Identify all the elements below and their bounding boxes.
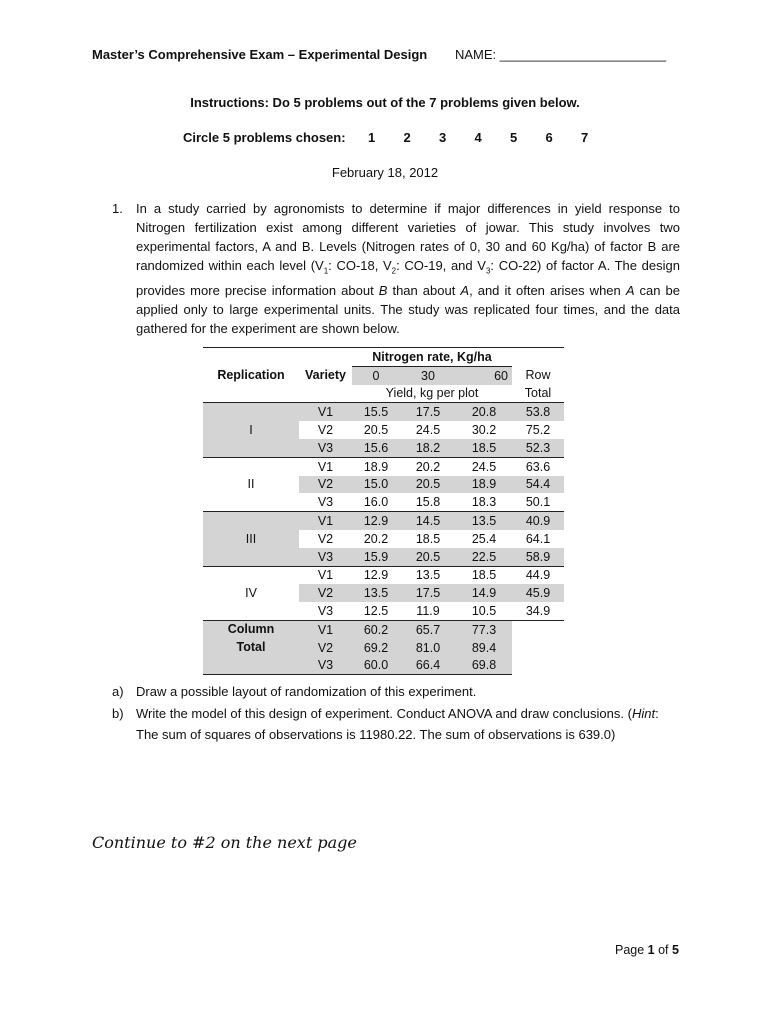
variety-cell: V3 <box>299 493 352 511</box>
variety-header: Variety <box>304 368 346 383</box>
table-cell: 18.2 <box>400 439 456 457</box>
table-cell: 18.3 <box>456 493 512 511</box>
column-total-label <box>203 620 299 674</box>
row-total-cell: 75.2 <box>525 423 551 438</box>
subpart-a: a) Draw a possible layout of randomization of this experiment. <box>112 684 477 699</box>
row-total-cell: 40.9 <box>512 512 564 530</box>
problem-number: 3 <box>439 130 447 145</box>
empty-cell <box>512 639 564 657</box>
table-cell: 12.5 <box>352 602 400 620</box>
column-total-label-line: Total <box>236 639 266 654</box>
rate-header: 30 <box>400 366 456 384</box>
table-cell: 89.4 <box>456 639 512 657</box>
table-cell: 65.7 <box>400 620 456 638</box>
table-cell: 12.9 <box>363 568 389 583</box>
table-cell <box>512 348 564 367</box>
table-cell: 15.9 <box>352 548 400 566</box>
problem-1 <box>112 199 680 338</box>
table-cell: 10.5 <box>456 602 512 620</box>
row-total-cell: 44.9 <box>525 568 551 583</box>
table-cell <box>299 348 352 367</box>
exam-title: Master’s Comprehensive Exam – Experimental Design <box>92 47 428 62</box>
table-cell <box>299 385 352 403</box>
table-cell: 13.5 <box>415 568 441 583</box>
page-number: Page 1 of 5 <box>615 943 679 957</box>
table-cell: 60.0 <box>352 657 400 675</box>
problem-number: 6 <box>545 130 553 145</box>
table-cell: 17.5 <box>400 584 456 602</box>
table-cell: 20.2 <box>415 459 441 474</box>
table-cell: 12.9 <box>352 512 400 530</box>
row-total-cell: 54.4 <box>512 476 564 494</box>
problem-number: 4 <box>474 130 482 145</box>
nitrogen-rate-header: Nitrogen rate, Kg/ha <box>352 348 512 367</box>
replication-label: II <box>203 457 299 511</box>
row-total-header: Row <box>525 368 551 383</box>
table-row <box>203 457 564 475</box>
circle-problems-row <box>183 130 617 145</box>
table-cell: 15.6 <box>352 439 400 457</box>
problem-number: 2 <box>403 130 411 145</box>
table-cell: 69.2 <box>352 639 400 657</box>
empty-cell <box>512 657 564 675</box>
problem-text: In a study carried by agronomists to determine if major differences in yield response to Nitrogen fertilization exist among different varieties of jowar. This study involves two experimental factors, A and B. Levels (Nitrogen rates of 0, 30 and 60 Kg/ha) of factor B are randomized within each level ($V_1$: CO-18, $V_2$: CO-19, and $V_3$: CO-22) of factor A. The design provides more precise information about B than about A, and it often arises when A can be applied only to large experimental units. The study was replicated four times, and the data gathered for the experiment are shown below. <box>136 201 680 336</box>
table-cell: 25.4 <box>471 531 497 546</box>
table-cell <box>203 348 299 367</box>
problem-number: 7 <box>581 130 589 145</box>
row-total-cell: 45.9 <box>512 584 564 602</box>
table-cell <box>203 385 299 403</box>
table-row <box>203 403 564 421</box>
table-cell: 66.4 <box>400 657 456 675</box>
table-cell: 20.2 <box>363 531 389 546</box>
table-cell: 14.5 <box>400 512 456 530</box>
table-header-row <box>203 366 564 384</box>
row-total-cell: 53.8 <box>512 403 564 421</box>
empty-cell <box>512 620 564 638</box>
table-cell: 24.5 <box>415 423 441 438</box>
column-total-label-line: Column <box>227 621 275 636</box>
row-total-header: Total <box>512 385 564 403</box>
table-header-row <box>203 348 564 367</box>
name-field-label: NAME: _______________________ <box>455 47 667 62</box>
table-cell: 16.0 <box>352 493 400 511</box>
variety-cell: V3 <box>299 657 352 675</box>
yield-data-table <box>203 347 564 675</box>
variety-cell: V2 <box>299 476 352 494</box>
table-cell: 18.5 <box>456 439 512 457</box>
instructions: Instructions: Do 5 problems out of the 7 problems given below. <box>190 95 580 110</box>
replication-header: Replication <box>217 368 285 383</box>
circle-label: Circle 5 problems chosen: <box>183 130 346 145</box>
exam-date: February 18, 2012 <box>331 165 439 180</box>
table-cell: 30.2 <box>471 423 497 438</box>
table-cell: 14.9 <box>456 584 512 602</box>
table-cell: 77.3 <box>456 620 512 638</box>
replication-label: IV <box>203 566 299 620</box>
table-cell: 15.5 <box>352 403 400 421</box>
table-row <box>203 512 564 530</box>
problem-number-label: 1. <box>112 201 123 216</box>
table-cell: 17.5 <box>400 403 456 421</box>
problem-number: 1 <box>368 130 376 145</box>
table-cell: 13.5 <box>456 512 512 530</box>
table-cell: 69.8 <box>456 657 512 675</box>
variety-cell: V3 <box>299 548 352 566</box>
table-cell: 81.0 <box>400 639 456 657</box>
variety-cell: V2 <box>299 584 352 602</box>
replication-label: I <box>203 403 299 457</box>
variety-cell: V3 <box>299 602 352 620</box>
row-total-cell: 52.3 <box>512 439 564 457</box>
variety-cell: V1 <box>299 620 352 638</box>
variety-cell: V3 <box>299 439 352 457</box>
table-cell: 20.5 <box>363 423 389 438</box>
continue-note: Continue to #2 on the next page <box>92 833 357 852</box>
table-cell: 22.5 <box>456 548 512 566</box>
variety-cell: V2 <box>317 423 334 438</box>
table-cell: 18.5 <box>471 568 497 583</box>
row-total-cell: 64.1 <box>525 531 551 546</box>
table-cell: 20.5 <box>400 476 456 494</box>
variety-cell: V2 <box>299 639 352 657</box>
variety-cell: V1 <box>317 568 334 583</box>
table-header-row <box>203 385 564 403</box>
table-cell: 15.8 <box>400 493 456 511</box>
row-total-cell: 34.9 <box>512 602 564 620</box>
variety-cell: V1 <box>317 459 334 474</box>
problem-number: 5 <box>510 130 518 145</box>
table-row <box>203 566 564 584</box>
row-total-cell: 63.6 <box>525 459 551 474</box>
table-cell: 20.8 <box>456 403 512 421</box>
table-cell: 15.0 <box>352 476 400 494</box>
table-cell: 18.9 <box>456 476 512 494</box>
subparts <box>112 681 672 746</box>
rate-header: 0 <box>352 366 400 384</box>
table-cell: 11.9 <box>400 602 456 620</box>
table-cell: 24.5 <box>471 459 497 474</box>
subpart-b: b) Write the model of this design of experiment. Conduct ANOVA and draw conclusions. (Hint: The sum of squares of observations is 11980.22. The sum of observations is 639.0) <box>112 705 659 742</box>
row-total-cell: 58.9 <box>512 548 564 566</box>
table-cell: 13.5 <box>352 584 400 602</box>
variety-cell: V2 <box>317 531 334 546</box>
table-cell: 18.9 <box>363 459 389 474</box>
rate-header: 60 <box>456 366 512 384</box>
variety-cell: V1 <box>299 403 352 421</box>
variety-cell: V1 <box>299 512 352 530</box>
table-cell: 18.5 <box>415 531 441 546</box>
replication-label: III <box>203 512 299 566</box>
row-total-cell: 50.1 <box>512 493 564 511</box>
table-cell: 60.2 <box>352 620 400 638</box>
table-cell: 20.5 <box>400 548 456 566</box>
table-row <box>203 620 564 638</box>
yield-label: Yield, kg per plot <box>352 385 512 403</box>
